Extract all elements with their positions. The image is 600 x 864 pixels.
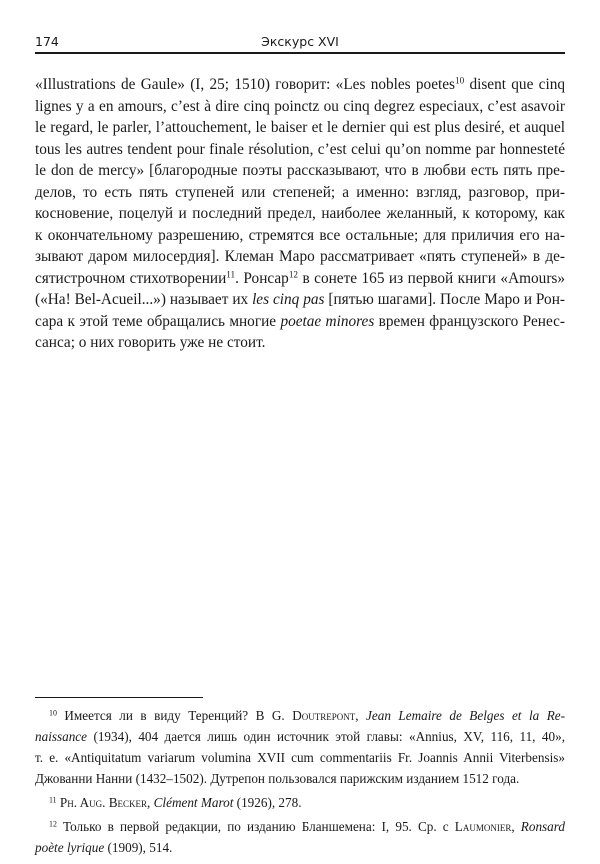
italic-text: poetae minores: [280, 312, 375, 330]
italic-text: poète lyrique: [35, 840, 105, 855]
author-name: Doutrepont: [292, 708, 356, 723]
italic-text: Clément Marot: [153, 795, 234, 810]
text-run: le don de mercy» [благородные поэты рассказывают, что в любви есть пять пре-: [35, 162, 565, 179]
text-line: [35, 268, 565, 290]
text-run: в сонете 165 из первой книги «Amours»: [297, 269, 566, 287]
text-line: [35, 182, 565, 204]
text-line: [35, 747, 565, 768]
text-line: [35, 246, 565, 268]
text-run: зывают даром милосердия]. Клеман Маро рассматривает «пять ступеней» в де-: [35, 248, 565, 265]
text-line: [35, 705, 565, 726]
main-text: [35, 74, 565, 354]
author-name: Laumonier: [454, 819, 512, 834]
footnote-reference: 12: [49, 819, 57, 829]
text-line: [35, 816, 565, 837]
footnote: [35, 792, 565, 813]
text-run: сара к этой теме обращались многие: [35, 312, 281, 330]
text-run: к окончательному разрешению, стремятся все остальные; для приличия его на-: [35, 226, 565, 244]
running-header: [35, 30, 565, 54]
text-run: ,: [147, 795, 154, 810]
text-run: le regard, le parler, l’attouchement, le baiser et le dernier qui est plus desiré, et auquel: [35, 119, 565, 136]
italic-text: les cinq pas: [252, 291, 325, 308]
footnote-reference: 11: [226, 269, 236, 279]
italic-text: naissance: [35, 729, 88, 744]
text-run: т. е. «Antiquitatum variarum volumina XVII cum commentariis Fr. Joannis Annii Viterbensis»: [35, 750, 565, 765]
text-run: [пятью шагами]. После Маро и Рон-: [324, 291, 565, 308]
text-line: [35, 311, 565, 333]
text-line: [35, 96, 565, 118]
text-line: [35, 837, 565, 858]
page-number: 174: [35, 34, 59, 49]
text-run: Только в первой редакции, по изданию Бланшемена: I, 95. Ср. с: [56, 819, 455, 834]
text-run: косновение, поцелуй и последний предел, наиболее желанный, к которому, как: [35, 205, 565, 222]
text-line: [35, 139, 565, 161]
text-run: (1934), 404 дается лишь один источник этой главы: «Annius, XV, 116, 11, 40»,: [87, 729, 565, 744]
footnote-reference: 11: [49, 795, 57, 805]
text-run: tous les autres tendent pour finale résolution, c’est celui qu’on nomme par honnesteté: [35, 140, 565, 158]
text-line: [35, 332, 565, 354]
text-run: сятистрочном стихотворении: [35, 269, 227, 287]
text-run: lignes y a en amours, c’est à dire cinq poinctz ou cinq degrez especiaux, c’est asavoir: [35, 97, 565, 115]
footnote: [35, 705, 565, 789]
running-title: Экскурс XVI: [261, 34, 339, 49]
text-run: («Ha! Bel-Acueil...») называет их: [35, 291, 253, 308]
text-run: Имеется ли в виду Теренций? В G.: [56, 708, 293, 723]
text-run: «Illustrations de Gaule» (I, 25; 1510) говорит: «Les nobles poetes: [35, 76, 455, 93]
footnote-separator: [35, 697, 203, 698]
text-run: (1909), 514.: [104, 840, 173, 855]
text-run: Джованни Нанни (1432–1502). Дутрепон пользовался парижским изданием 1512 года.: [35, 771, 520, 786]
footnotes: [35, 705, 565, 861]
text-line: [35, 74, 565, 96]
text-run: disent que cinq: [464, 76, 565, 93]
italic-text: Jean Lemaire de Belges et la Re-: [366, 708, 565, 723]
text-run: делов, то есть пять ступеней или степеней; а именно: взгляд, разговор, при-: [35, 183, 565, 201]
text-line: [35, 203, 565, 225]
text-run: ,: [511, 819, 521, 834]
text-line: [35, 768, 565, 789]
text-run: . Ронсар: [235, 269, 289, 287]
text-line: [35, 160, 565, 182]
text-line: [35, 792, 565, 813]
text-line: [35, 289, 565, 311]
footnote-reference: 12: [288, 269, 298, 279]
text-line: [35, 117, 565, 139]
text-run: (1926), 278.: [233, 795, 302, 810]
author-name: Ph. Aug. Becker: [59, 795, 148, 810]
italic-text: Ronsard: [520, 819, 566, 834]
text-line: [35, 225, 565, 247]
text-run: ,: [355, 708, 367, 723]
text-run: санса; о них говорить уже не стоит.: [35, 334, 266, 351]
footnote-reference: 10: [49, 708, 57, 718]
footnote-reference: 10: [455, 75, 465, 86]
footnote: [35, 816, 565, 858]
text-run: времен французского Ренес-: [374, 312, 565, 330]
text-line: [35, 726, 565, 747]
